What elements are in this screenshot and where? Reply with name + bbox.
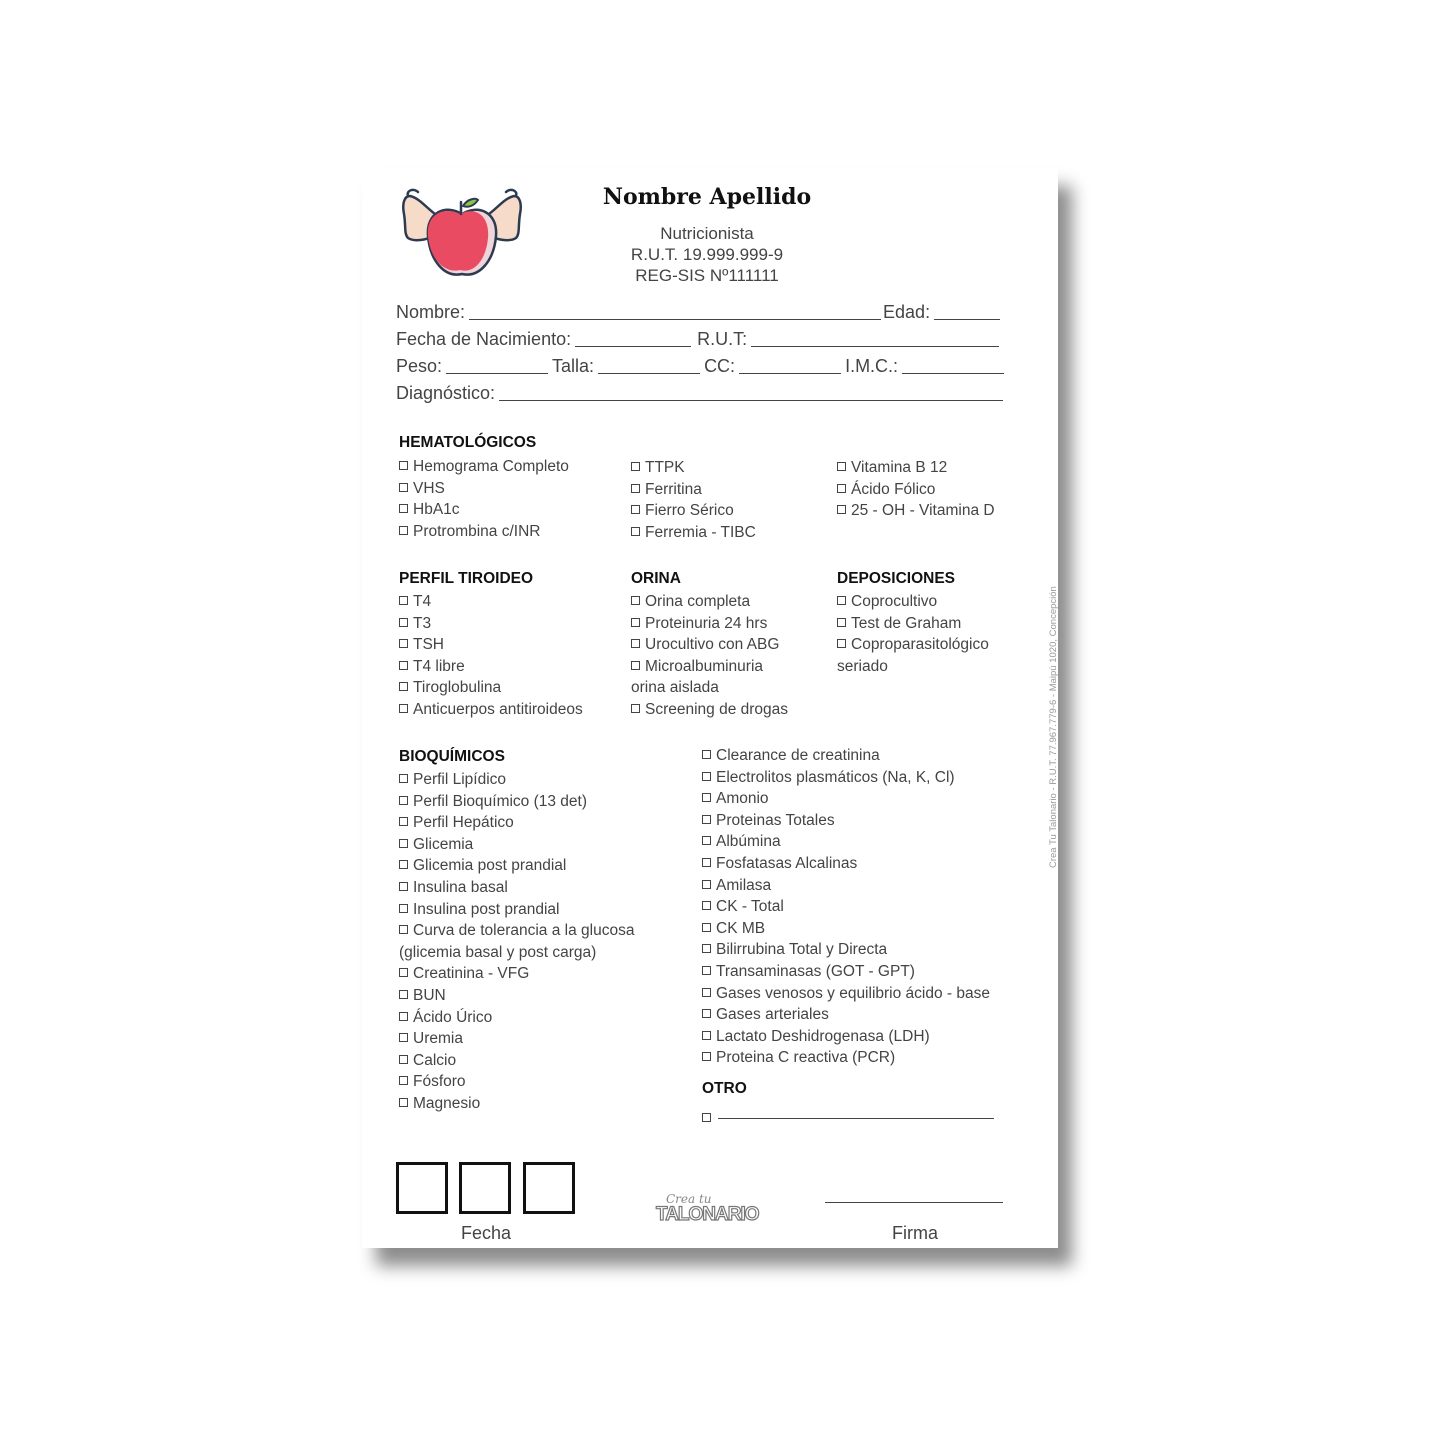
- checklist-item[interactable]: Hemograma Completo: [399, 456, 569, 478]
- checklist-item[interactable]: CK - Total: [702, 896, 990, 918]
- section-tiroideo-title: PERFIL TIROIDEO: [399, 570, 534, 587]
- checkbox-icon[interactable]: [702, 1113, 711, 1122]
- checkbox-icon[interactable]: [702, 880, 711, 889]
- checklist-item[interactable]: BUN: [399, 985, 634, 1007]
- checkbox-icon[interactable]: [837, 639, 846, 648]
- checklist-item[interactable]: Screening de drogas: [631, 699, 788, 721]
- checklist-item[interactable]: Glicemia: [399, 834, 634, 856]
- checklist-item[interactable]: Ferritina: [631, 479, 756, 501]
- fecha-label: Fecha: [461, 1223, 512, 1243]
- peso-label: Peso:: [396, 356, 443, 376]
- checkbox-icon[interactable]: [399, 904, 408, 913]
- checkbox-icon[interactable]: [702, 966, 711, 975]
- checklist-item[interactable]: Urocultivo con ABG: [631, 634, 788, 656]
- checklist-item[interactable]: TTPK: [631, 457, 756, 479]
- tiroideo-list: [399, 591, 583, 721]
- checkbox-icon[interactable]: [837, 596, 846, 605]
- checklist-item[interactable]: Lactato Deshidrogenasa (LDH): [702, 1026, 990, 1048]
- checkbox-icon[interactable]: [631, 505, 640, 514]
- edad-line[interactable]: [934, 305, 1000, 320]
- checkbox-icon[interactable]: [837, 618, 846, 627]
- checklist-item[interactable]: Tiroglobulina: [399, 677, 583, 699]
- nombre-label: Nombre:: [396, 302, 466, 322]
- checklist-item[interactable]: Creatinina - VFG: [399, 963, 634, 985]
- checkbox-icon[interactable]: [399, 526, 408, 535]
- checklist-item-continuation: orina aislada: [631, 679, 719, 697]
- checkbox-icon[interactable]: [702, 1009, 711, 1018]
- rut-label: R.U.T:: [697, 329, 748, 349]
- peso-line[interactable]: [446, 359, 548, 374]
- checklist-item[interactable]: Uremia: [399, 1028, 634, 1050]
- date-box-year[interactable]: [523, 1162, 575, 1214]
- row-nombre-edad: [396, 302, 1002, 323]
- registration-number: REG-SIS Nº111111: [635, 266, 779, 285]
- talla-label: Talla:: [552, 356, 595, 376]
- fecha-nacimiento-line[interactable]: [575, 332, 691, 347]
- checklist-item[interactable]: Amonio: [702, 788, 990, 810]
- checklist-item[interactable]: TSH: [399, 634, 583, 656]
- checklist-item-continuation: (glicemia basal y post carga): [399, 943, 597, 961]
- checkbox-icon[interactable]: [399, 504, 408, 513]
- checklist-item[interactable]: Test de Graham: [837, 613, 989, 635]
- checkbox-icon[interactable]: [702, 815, 711, 824]
- checkbox-icon[interactable]: [702, 772, 711, 781]
- doctor-name: Nombre Apellido: [602, 184, 812, 210]
- diagnostico-label: Diagnóstico:: [396, 383, 496, 403]
- checklist-item[interactable]: Fosfatasas Alcalinas: [702, 853, 990, 875]
- checklist-item[interactable]: Proteinas Totales: [702, 810, 990, 832]
- checklist-item[interactable]: Perfil Lipídico: [399, 769, 634, 791]
- doctor-rut: R.U.T. 19.999.999-9: [630, 245, 784, 264]
- checklist-item[interactable]: Albúmina: [702, 831, 990, 853]
- checkbox-icon[interactable]: [631, 639, 640, 648]
- checkbox-icon[interactable]: [399, 817, 408, 826]
- checkbox-icon[interactable]: [399, 639, 408, 648]
- section-orina-title: ORINA: [631, 570, 681, 587]
- orina-list: [631, 591, 788, 721]
- checklist-item[interactable]: Calcio: [399, 1050, 634, 1072]
- diagnostico-line[interactable]: [499, 386, 1003, 401]
- checkbox-icon[interactable]: [702, 750, 711, 759]
- checkbox-icon[interactable]: [631, 704, 640, 713]
- checkbox-icon[interactable]: [837, 462, 846, 471]
- checklist-item[interactable]: VHS: [399, 478, 569, 500]
- checklist-item[interactable]: Ácido Úrico: [399, 1007, 634, 1029]
- checkbox-icon[interactable]: [399, 596, 408, 605]
- section-deposiciones-title: DEPOSICIONES: [837, 570, 955, 587]
- hematologicos-col3: [837, 457, 995, 522]
- checklist-item[interactable]: T4: [399, 591, 583, 613]
- checkbox-icon[interactable]: [702, 836, 711, 845]
- checklist-item[interactable]: Vitamina B 12: [837, 457, 995, 479]
- checklist-item-continuation: seriado: [837, 657, 888, 675]
- checkbox-icon[interactable]: [399, 796, 408, 805]
- checklist-item[interactable]: Magnesio: [399, 1093, 634, 1115]
- checkbox-icon[interactable]: [702, 1052, 711, 1061]
- otro-field: [702, 1104, 996, 1122]
- checkbox-icon[interactable]: [631, 661, 640, 670]
- checkbox-icon[interactable]: [399, 704, 408, 713]
- checklist-item[interactable]: Bilirrubina Total y Directa: [702, 939, 990, 961]
- checkbox-icon[interactable]: [399, 925, 408, 934]
- prescription-sheet: [362, 168, 1058, 1248]
- otro-line[interactable]: [718, 1104, 994, 1119]
- checkbox-icon[interactable]: [631, 596, 640, 605]
- cc-line[interactable]: [739, 359, 841, 374]
- checklist-item[interactable]: Clearance de creatinina: [702, 745, 990, 767]
- checkbox-icon[interactable]: [399, 461, 408, 470]
- checklist-item[interactable]: Glicemia post prandial: [399, 855, 634, 877]
- row-medidas: [396, 356, 1006, 377]
- edad-label: Edad:: [883, 302, 931, 322]
- checklist-item[interactable]: 25 - OH - Vitamina D: [837, 500, 995, 522]
- checkbox-icon[interactable]: [399, 882, 408, 891]
- checklist-item[interactable]: Fierro Sérico: [631, 500, 756, 522]
- bioquimicos-list-left: [399, 769, 634, 1115]
- fecha-nacimiento-label: Fecha de Nacimiento:: [396, 329, 572, 349]
- checklist-item[interactable]: Ferremia - TIBC: [631, 522, 756, 544]
- date-box-day[interactable]: [396, 1162, 448, 1214]
- hematologicos-col1: [399, 456, 569, 542]
- checkbox-icon[interactable]: [631, 462, 640, 471]
- checklist-item[interactable]: T3: [399, 613, 583, 635]
- section-otro-title: OTRO: [702, 1080, 747, 1097]
- checkbox-icon[interactable]: [702, 901, 711, 910]
- checklist-item[interactable]: Perfil Hepático: [399, 812, 634, 834]
- section-hematologicos-title: HEMATOLÓGICOS: [399, 434, 537, 451]
- checkbox-icon[interactable]: [702, 1031, 711, 1040]
- firma-label: Firma: [892, 1223, 938, 1243]
- rut-line[interactable]: [751, 332, 999, 347]
- checkbox-icon[interactable]: [837, 484, 846, 493]
- checklist-item[interactable]: Coprocultivo: [837, 591, 989, 613]
- checkbox-icon[interactable]: [631, 484, 640, 493]
- checklist-item[interactable]: Transaminasas (GOT - GPT): [702, 961, 990, 983]
- bioquimicos-list-right: [702, 745, 990, 1069]
- checklist-item[interactable]: Gases arteriales: [702, 1004, 990, 1026]
- checklist-item[interactable]: Fósforo: [399, 1071, 634, 1093]
- firma-line[interactable]: [825, 1202, 1003, 1203]
- imc-line[interactable]: [902, 359, 1004, 374]
- checklist-item[interactable]: Perfil Bioquímico (13 det): [399, 791, 634, 813]
- checklist-item[interactable]: T4 libre: [399, 656, 583, 678]
- checklist-item[interactable]: Microalbuminuria: [631, 656, 788, 678]
- checkbox-icon[interactable]: [399, 1098, 408, 1107]
- checklist-item[interactable]: Orina completa: [631, 591, 788, 613]
- checkbox-icon[interactable]: [399, 1055, 408, 1064]
- checkbox-icon[interactable]: [399, 1012, 408, 1021]
- hematologicos-col2: [631, 457, 756, 543]
- section-bioquimicos-title: BIOQUÍMICOS: [399, 748, 505, 765]
- strong-apple-icon: [398, 186, 526, 282]
- checkbox-icon[interactable]: [399, 1033, 408, 1042]
- brand-small-text: Crea tu: [666, 1192, 712, 1206]
- checkbox-icon[interactable]: [399, 990, 408, 999]
- checklist-item[interactable]: Ácido Fólico: [837, 479, 995, 501]
- checkbox-icon[interactable]: [399, 839, 408, 848]
- checkbox-icon[interactable]: [837, 505, 846, 514]
- checkbox-icon[interactable]: [399, 682, 408, 691]
- checklist-item[interactable]: Protrombina c/INR: [399, 521, 569, 543]
- checkbox-icon[interactable]: [702, 793, 711, 802]
- checklist-item[interactable]: Gases venosos y equilibrio ácido - base: [702, 983, 990, 1005]
- cc-label: CC:: [704, 356, 736, 376]
- date-box-month[interactable]: [459, 1162, 511, 1214]
- checklist-item[interactable]: Proteinuria 24 hrs: [631, 613, 788, 635]
- checkbox-icon[interactable]: [399, 774, 408, 783]
- talla-line[interactable]: [598, 359, 700, 374]
- checkbox-icon[interactable]: [399, 968, 408, 977]
- checklist-item[interactable]: HbA1c: [399, 499, 569, 521]
- checkbox-icon[interactable]: [702, 858, 711, 867]
- row-nacimiento-rut: [396, 329, 1001, 350]
- checklist-item[interactable]: Curva de tolerancia a la glucosa: [399, 920, 634, 942]
- checklist-item[interactable]: Proteina C reactiva (PCR): [702, 1047, 990, 1069]
- checklist-item[interactable]: Anticuerpos antitiroideos: [399, 699, 583, 721]
- profession: Nutricionista: [660, 224, 754, 243]
- checklist-item[interactable]: Insulina post prandial: [399, 899, 634, 921]
- checkbox-icon[interactable]: [399, 618, 408, 627]
- deposiciones-list: [837, 591, 989, 677]
- checkbox-icon[interactable]: [702, 923, 711, 932]
- nombre-line[interactable]: [469, 305, 881, 320]
- checklist-item[interactable]: Amilasa: [702, 875, 990, 897]
- checkbox-icon[interactable]: [631, 618, 640, 627]
- brand-logo: [656, 1192, 759, 1232]
- checklist-item[interactable]: Electrolitos plasmáticos (Na, K, Cl): [702, 767, 990, 789]
- checkbox-icon[interactable]: [702, 988, 711, 997]
- imc-label: I.M.C.:: [845, 356, 899, 376]
- side-legal-text: Crea Tu Talonario - R.U.T. 77.967.779-6 - Maipú 1020, Concepción: [1048, 586, 1059, 868]
- checklist-item[interactable]: Coproparasitológico: [837, 634, 989, 656]
- brand-big-text: TALONARIO: [656, 1204, 759, 1225]
- checkbox-icon[interactable]: [702, 944, 711, 953]
- checkbox-icon[interactable]: [399, 483, 408, 492]
- row-diagnostico: [396, 383, 1005, 404]
- checkbox-icon[interactable]: [631, 527, 640, 536]
- checkbox-icon[interactable]: [399, 860, 408, 869]
- checklist-item[interactable]: Insulina basal: [399, 877, 634, 899]
- checklist-item[interactable]: CK MB: [702, 918, 990, 940]
- checkbox-icon[interactable]: [399, 661, 408, 670]
- checkbox-icon[interactable]: [399, 1076, 408, 1085]
